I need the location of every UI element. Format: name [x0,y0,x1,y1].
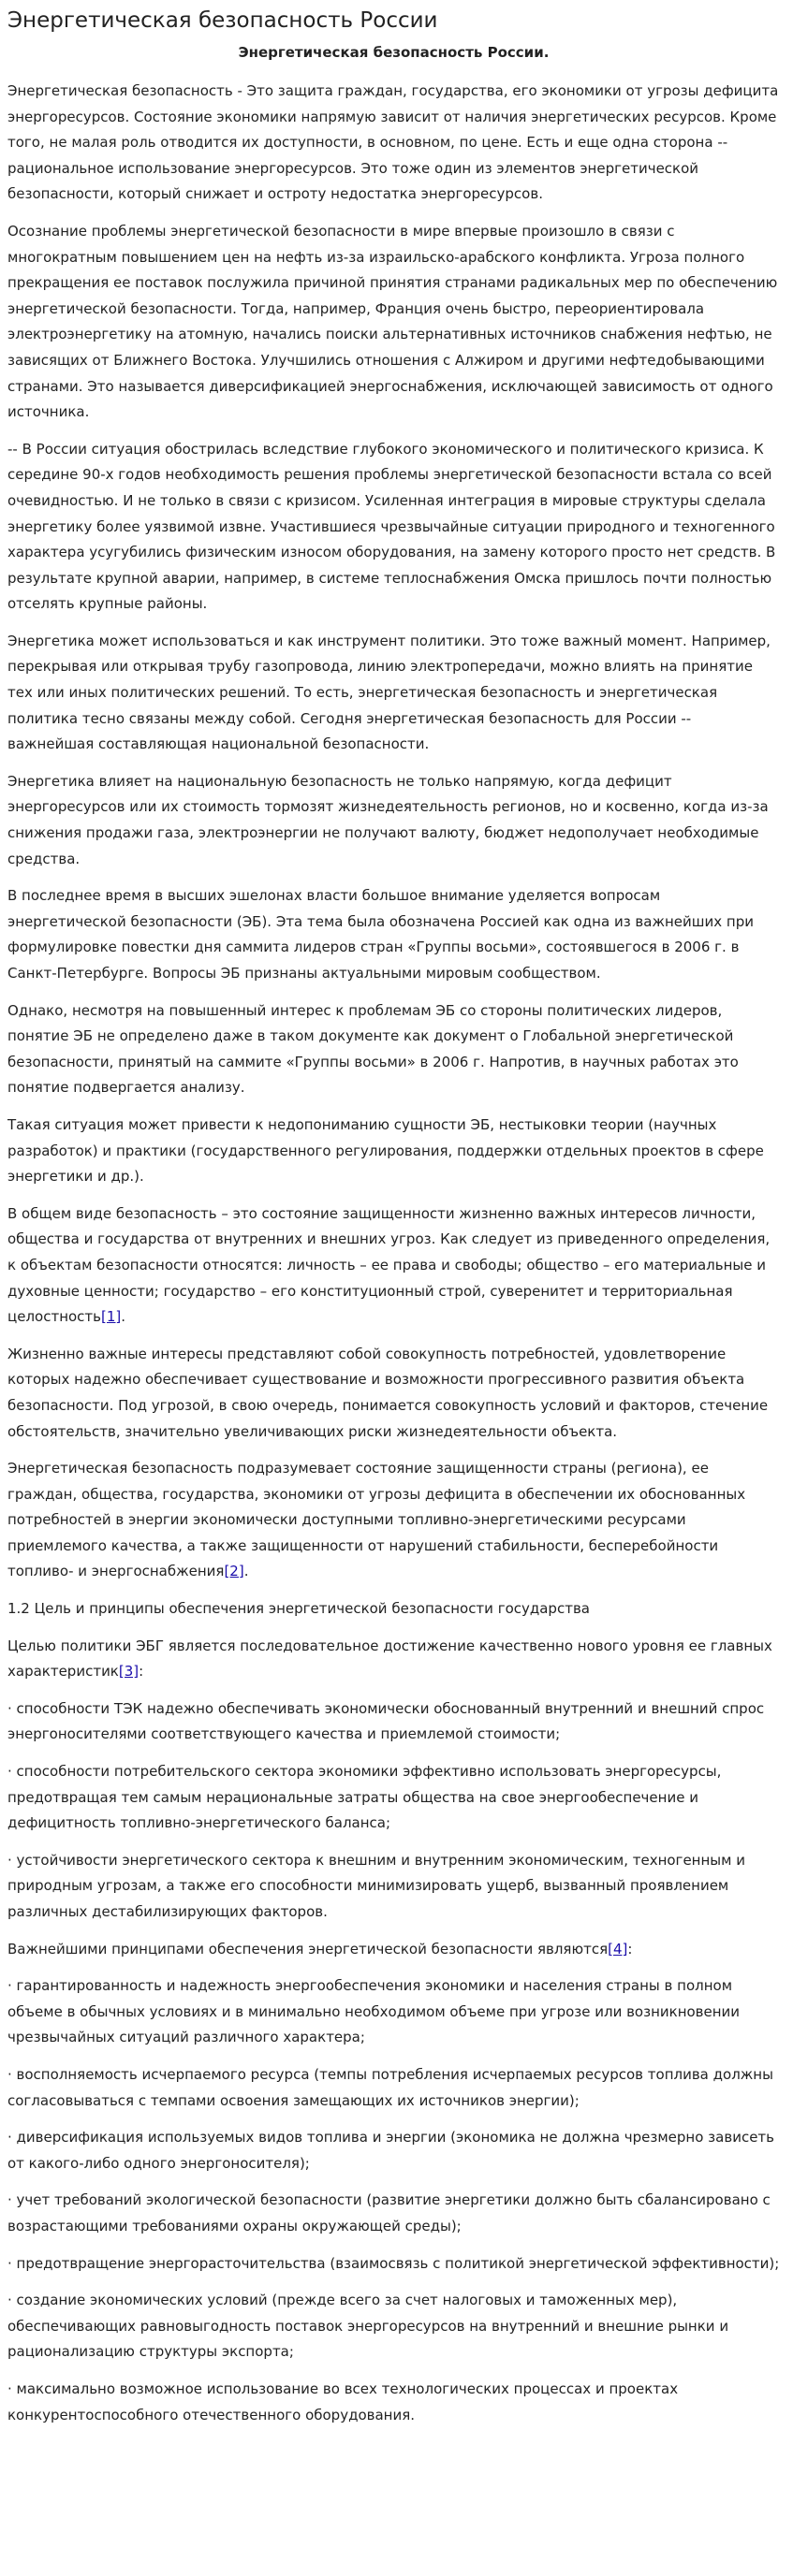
paragraph [7,883,780,986]
paragraph-text: · создание экономических условий (прежде всего за счет налоговых и таможенных мер), обеспечивающих равновыгодность поставок энергоресурсов на внутренний и внешние рынки и рационализацию структуры экспорта; [7,2292,729,2361]
paragraph-punctuation: : [627,1940,633,1957]
paragraph [7,2251,780,2278]
paragraph-text: · предотвращение энергорасточительства (взаимосвязь с политикой энергетической эффективности); [7,2254,780,2272]
paragraph-text: Энергетическая безопасность подразумевает состояние защищенности страны (региона), ее граждан, общества, государства, экономики от угрозы дефицита в обеспечении их обоснованных потребностей в энергии экономически доступными топливно-энергетическими ресурсами приемлемого качества, а также защищенности от нарушений стабильности, бесперебойности топливо- и энергоснабжения [7,1460,746,1580]
paragraph [7,1759,780,1837]
paragraph [7,1696,780,1748]
paragraph [7,1937,780,1963]
paragraph [7,769,780,872]
paragraph [7,1634,780,1685]
paragraph [7,1342,780,1445]
paragraph-text: В общем виде безопасность – это состояние защищенности жизненно важных интересов личности, общества и государства от внутренних и внешних угроз. Как следует из приведенного определения, к объектам безопасности относятся: личность – ее права и свободы; общество – его материальные и духовные ценности; государство – его конституционный строй, суверенитет и территориальная целостность [7,1204,771,1326]
paragraph-text: 1.2 Цель и принципы обеспечения энергетической безопасности государства [7,1600,590,1618]
paragraph-text: · способности ТЭК надежно обеспечивать экономически обоснованный внутренний и внешний спрос энергоносителями соответствующего качества и приемлемой стоимости; [7,1699,765,1743]
paragraph [7,1973,780,2051]
paragraph [7,1596,780,1623]
paragraph-text: · диверсификация используемых видов топлива и энергии (экономика не должна чрезмерно зависеть от какого-либо одного энергоносителя); [7,2129,774,2172]
paragraph [7,2125,780,2176]
footnote-link[interactable]: [4] [608,1940,628,1957]
paragraph-text: · способности потребительского сектора экономики эффективно использовать энергоресурсы, предотвращая тем самым нерациональные затраты общества на свое энергообеспечение и дефицитность топливно-энергетического баланса; [7,1763,722,1832]
paragraph-text: В последнее время в высших эшелонах власти большое внимание уделяется вопросам энергетической безопасности (ЭБ). Эта тема была обозначена Россией как одна из важнейших при формулировке повестки дня саммита лидеров стран «Группы восьми», состоявшегося в 2006 г. в Санкт-Петербурге. Вопросы ЭБ признаны актуальными мировым сообществом. [7,887,754,982]
paragraph-punctuation: : [139,1663,144,1681]
paragraph [7,1113,780,1190]
document-subtitle: Энергетическая безопасность России. [238,44,550,61]
paragraph-text: · максимально возможное использование во всех технологических процессах и проектах конкурентоспособного отечественного оборудования. [7,2380,679,2423]
paragraph-text: Важнейшими принципами обеспечения энергетической безопасности являются [7,1940,609,1957]
paragraph [7,2062,780,2114]
paragraph-text: Однако, несмотря на повышенный интерес к проблемам ЭБ со стороны политических лидеров, понятие ЭБ не определено даже в таком документе как документ о Глобальной энергетической безопасности, принятый на саммите «Группы восьми» в 2006 г. Напротив, в научных работах это понятие подвергается анализу. [7,1001,739,1097]
paragraph [7,219,780,426]
paragraph-punctuation: . [243,1563,249,1580]
paragraph-text: · устойчивости энергетического сектора к внешним и внутренним экономическим, техногенным и природным угрозам, а также его способности минимизировать ущерб, вызванный проявлением различных дестабилизирующих факторов. [7,1851,745,1920]
page-title: Энергетическая безопасность России [7,8,438,33]
paragraph-text: Осознание проблемы энергетической безопасности в мире впервые произошло в связи с многократным повышением цен на нефть из-за израильско-арабского конфликта. Угроза полного прекращения ее поставок послужила причиной принятия странами радикальных мер по обеспечению энергетической безопасности. Тогда, например, Франция очень быстро, переориентировала электроэнергетику на атомную, начались поиски альтернативных источников снабжения нефтью, не зависящих от Ближнего Востока. Улучшились отношения с Алжиром и другими нефтедобывающими странами. Это называется диверсификацией энергоснабжения, исключающей зависимость от одного источника. [7,222,778,421]
paragraph-text: Жизненно важные интересы представляют собой совокупность потребностей, удовлетворение которых надежно обеспечивает существование и возможности прогрессивного развития объекта безопасности. Под угрозой, в свою очередь, понимается совокупность условий и факторов, стечение обстоятельств, значительно увеличивающих риски жизнедеятельности объекта. [7,1345,769,1440]
paragraph-text: · восполняемость исчерпаемого ресурса (темпы потребления исчерпаемых ресурсов топлива должны согласовываться с темпами освоения замещающих их источников энергии); [7,2065,773,2109]
paragraph [7,998,780,1101]
paragraph-text: Целью политики ЭБГ является последовательное достижение качественно нового уровня ее главных характеристик [7,1637,772,1681]
paragraph-text: Энергетика может использоваться и как инструмент политики. Это тоже важный момент. Например, перекрывая или открывая трубу газопровода, линию электропередачи, можно влиять на принятие тех или иных политических решений. То есть, энергетическая безопасность и энергетическая политика тесно связаны между собой. Сегодня энергетическая безопасность для России -- важнейшая составляющая национальной безопасности. [7,632,771,753]
paragraph [7,629,780,758]
footnote-link[interactable]: [3] [118,1663,140,1681]
paragraph [7,2377,780,2428]
paragraph-text: -- В России ситуация обострилась вследствие глубокого экономического и политического кризиса. К середине 90-х годов необходимость решения проблемы энергетической безопасности встала со всей очевидностью. И не только в связи с кризисом. Усиленная интеграция в мировые структуры сделала энергетику более уязвимой извне. Участившиеся чрезвычайные ситуации природного и техногенного характера усугубились физическим износом оборудования, на замену которого просто нет средств. В результате крупной аварии, например, в системе теплоснабжения Омска пришлось почти полностью отселять крупные районы. [7,440,776,613]
document-body [7,79,780,2428]
footnote-link[interactable]: [2] [224,1563,244,1580]
paragraph-text: Энергетическая безопасность - Это защита граждан, государства, его экономики от угрозы дефицита энергоресурсов. Состояние экономики напрямую зависит от наличия энергетических ресурсов. Кроме того, не малая роль отводится их доступности, в основном, по цене. Есть и еще одна сторона -- рациональное использование энергоресурсов. Это тоже один из элементов энергетической безопасности, который снижает и остроту недостатка энергоресурсов. [7,82,779,203]
paragraph [7,437,780,618]
paragraph-punctuation: . [121,1308,126,1326]
paragraph [7,79,780,208]
paragraph-text: Энергетика влияет на национальную безопасность не только напрямую, когда дефицит энергоресурсов или их стоимость тормозят жизнедеятельность регионов, но и косвенно, когда из-за снижения продажи газа, электроэнергии не получают валюту, бюджет недополучает необходимые средства. [7,772,769,867]
paragraph [7,1456,780,1585]
paragraph [7,1201,780,1331]
paragraph-text: · учет требований экологической безопасности (развитие энергетики должно быть сбалансировано с возрастающими требованиями охраны окружающей среды); [7,2191,771,2234]
paragraph-text: · гарантированность и надежность энергообеспечения экономики и населения страны в полном объеме в обычных условиях и в минимально необходимом объеме при угрозе или возникновении чрезвычайных ситуаций различного характера; [7,1977,741,2046]
paragraph [7,1848,780,1926]
paragraph [7,2288,780,2365]
footnote-link[interactable]: [1] [101,1308,122,1326]
paragraph [7,2188,780,2239]
paragraph-text: Такая ситуация может привести к недопониманию сущности ЭБ, нестыковки теории (научных разработок) и практики (государственного регулирования, поддержки отдельных проектов в сфере энергетики и др.). [7,1115,764,1186]
